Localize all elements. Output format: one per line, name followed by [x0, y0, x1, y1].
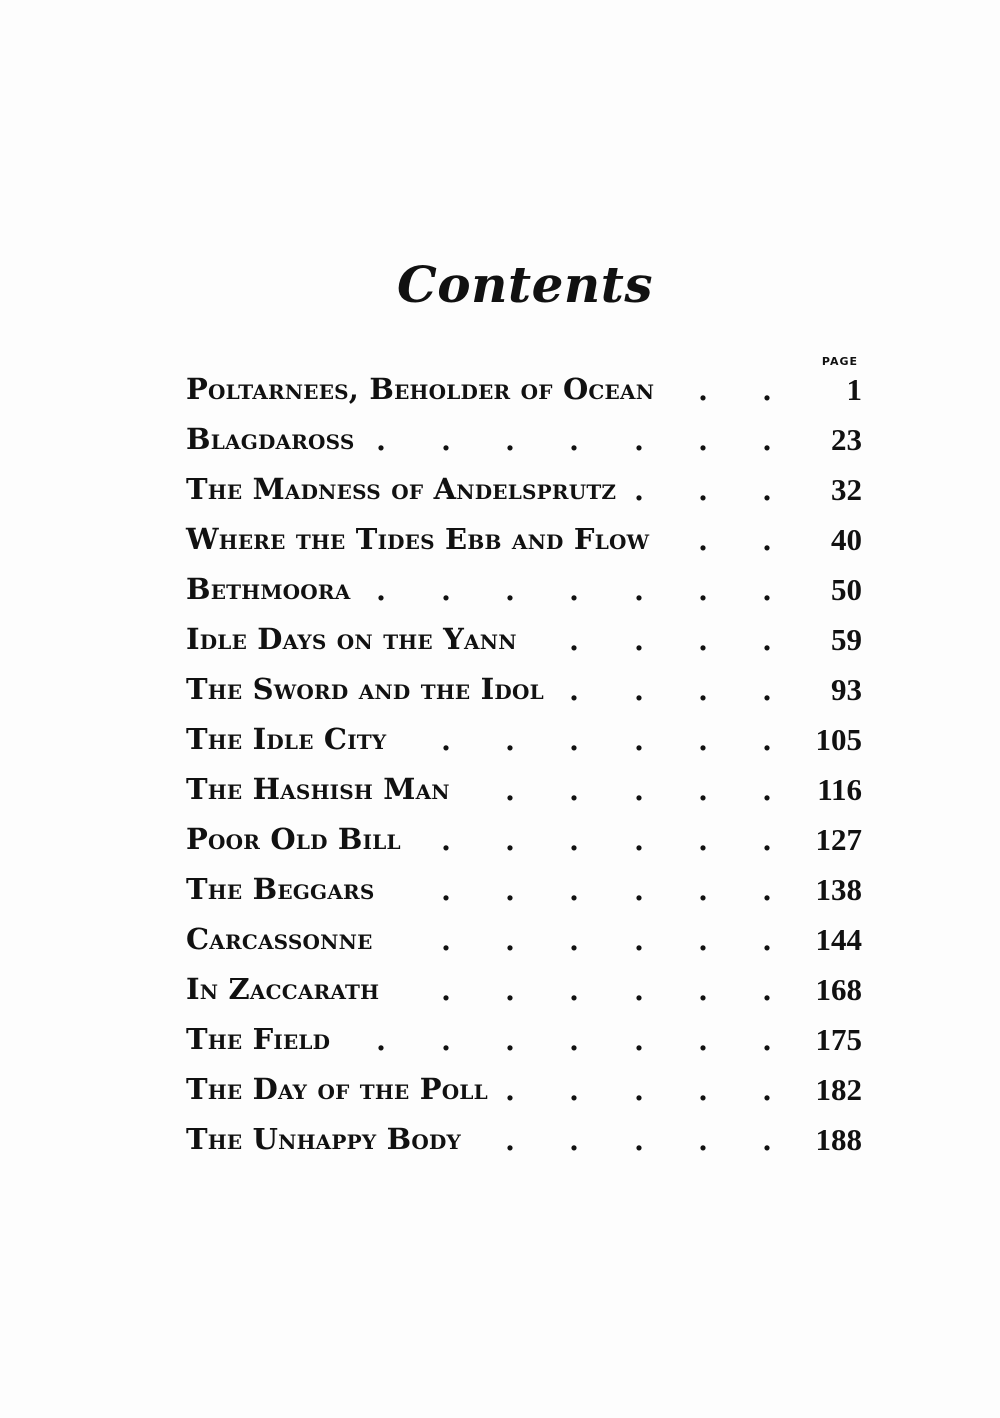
page-title: Contents: [396, 255, 653, 314]
leader-dot: .: [762, 924, 772, 957]
leader-dot: .: [441, 924, 451, 957]
leader-dot: .: [698, 774, 708, 807]
leader-dot: .: [698, 374, 708, 407]
toc-entry: [186, 466, 862, 516]
toc-entry-title: Poor Old Bill: [186, 822, 401, 856]
leader-dot: .: [505, 424, 515, 457]
leader-dot: .: [569, 1074, 579, 1107]
table-of-contents: [186, 366, 862, 1166]
leader-dot: .: [762, 424, 772, 457]
leader-dot: .: [698, 674, 708, 707]
leader-dot: .: [762, 874, 772, 907]
leader-dot: .: [376, 574, 386, 607]
leader-dot: .: [634, 924, 644, 957]
leader-dot: .: [634, 574, 644, 607]
dot-leader: [186, 824, 862, 857]
leader-dot: .: [698, 524, 708, 557]
leader-dot: .: [505, 1124, 515, 1157]
leader-dot: .: [634, 1024, 644, 1057]
toc-entry-page: 40: [831, 522, 862, 557]
leader-dot: .: [698, 574, 708, 607]
leader-dot: .: [441, 874, 451, 907]
leader-dot: .: [376, 424, 386, 457]
leader-dot: .: [441, 724, 451, 757]
toc-entry-title: Where the Tides Ebb and Flow: [186, 522, 650, 556]
leader-dot: .: [762, 574, 772, 607]
toc-entry-page: 59: [831, 622, 862, 657]
leader-dot: .: [634, 824, 644, 857]
toc-entry-page: 116: [817, 772, 862, 807]
toc-entry: [186, 866, 862, 916]
leader-dot: .: [698, 1124, 708, 1157]
leader-dot: .: [698, 824, 708, 857]
leader-dot: .: [505, 774, 515, 807]
leader-dot: .: [698, 1074, 708, 1107]
leader-dot: .: [441, 974, 451, 1007]
leader-dot: .: [569, 924, 579, 957]
leader-dot: .: [569, 1024, 579, 1057]
leader-dot: .: [762, 1074, 772, 1107]
dot-leader: [186, 624, 862, 657]
leader-dot: .: [634, 624, 644, 657]
leader-dot: .: [762, 624, 772, 657]
leader-dot: .: [569, 1124, 579, 1157]
leader-dot: .: [762, 974, 772, 1007]
leader-dot: .: [505, 724, 515, 757]
toc-entry-title: The Idle City: [186, 722, 387, 756]
dot-leader: [186, 674, 862, 707]
toc-entry-title: Bethmoora: [186, 572, 351, 606]
page-column-label: PAGE: [821, 355, 858, 368]
toc-entry: [186, 966, 862, 1016]
toc-entry-title: Poltarnees, Beholder of Ocean: [186, 372, 655, 406]
toc-entry: [186, 816, 862, 866]
leader-dot: .: [762, 724, 772, 757]
dot-leader: [186, 424, 862, 457]
leader-dot: .: [634, 724, 644, 757]
leader-dot: .: [762, 374, 772, 407]
dot-leader: [186, 924, 862, 957]
toc-entry-page: 105: [815, 722, 862, 757]
leader-dot: .: [569, 774, 579, 807]
dot-leader: [186, 1124, 862, 1157]
leader-dot: .: [505, 874, 515, 907]
toc-entry-title: The Madness of Andelsprutz: [186, 472, 617, 506]
toc-entry-page: 188: [815, 1122, 862, 1157]
toc-entry: [186, 1116, 862, 1166]
leader-dot: .: [505, 1074, 515, 1107]
toc-entry-title: The Sword and the Idol: [186, 672, 544, 706]
toc-entry-page: 23: [831, 422, 862, 457]
toc-entry: [186, 716, 862, 766]
leader-dot: .: [698, 474, 708, 507]
toc-entry-title: The Day of the Poll: [186, 1072, 488, 1106]
toc-entry-title: The Hashish Man: [186, 772, 450, 806]
dot-leader: [186, 524, 862, 557]
leader-dot: .: [698, 424, 708, 457]
toc-entry-page: 138: [815, 872, 862, 907]
leader-dot: .: [569, 574, 579, 607]
toc-entry-title: The Unhappy Body: [186, 1122, 462, 1156]
toc-entry-page: 127: [815, 822, 862, 857]
toc-entry-title: In Zaccarath: [186, 972, 380, 1006]
leader-dot: .: [698, 874, 708, 907]
dot-leader: [186, 474, 862, 507]
leader-dot: .: [505, 1024, 515, 1057]
toc-entry-page: 144: [815, 922, 862, 957]
leader-dot: .: [762, 774, 772, 807]
dot-leader: [186, 574, 862, 607]
leader-dot: .: [762, 674, 772, 707]
leader-dot: .: [441, 424, 451, 457]
toc-entry-page: 32: [831, 472, 862, 507]
leader-dot: .: [634, 474, 644, 507]
leader-dot: .: [762, 1124, 772, 1157]
leader-dot: .: [698, 974, 708, 1007]
leader-dot: .: [376, 1024, 386, 1057]
leader-dot: .: [569, 724, 579, 757]
dot-leader: [186, 724, 862, 757]
leader-dot: .: [698, 724, 708, 757]
toc-entry: [186, 616, 862, 666]
toc-entry: [186, 566, 862, 616]
leader-dot: .: [634, 1124, 644, 1157]
toc-entry-title: Idle Days on the Yann: [186, 622, 517, 656]
dot-leader: [186, 974, 862, 1007]
toc-entry-page: 50: [831, 572, 862, 607]
leader-dot: .: [634, 424, 644, 457]
leader-dot: .: [569, 624, 579, 657]
leader-dot: .: [569, 824, 579, 857]
leader-dot: .: [505, 924, 515, 957]
toc-entry-title: Blagdaross: [186, 422, 355, 456]
toc-entry-page: 175: [815, 1022, 862, 1057]
leader-dot: .: [762, 474, 772, 507]
leader-dot: .: [698, 1024, 708, 1057]
toc-entry: [186, 916, 862, 966]
leader-dot: .: [441, 574, 451, 607]
dot-leader: [186, 374, 862, 407]
toc-entry: [186, 1016, 862, 1066]
leader-dot: .: [505, 824, 515, 857]
leader-dot: .: [569, 674, 579, 707]
leader-dot: .: [698, 924, 708, 957]
toc-entry: [186, 366, 862, 416]
toc-entry-title: The Beggars: [186, 872, 375, 906]
leader-dot: .: [634, 874, 644, 907]
leader-dot: .: [441, 824, 451, 857]
toc-entry-title: The Field: [186, 1022, 331, 1056]
dot-leader: [186, 774, 862, 807]
toc-entry: [186, 516, 862, 566]
leader-dot: .: [634, 974, 644, 1007]
leader-dot: .: [762, 524, 772, 557]
leader-dot: .: [569, 974, 579, 1007]
leader-dot: .: [634, 674, 644, 707]
dot-leader: [186, 874, 862, 907]
toc-entry: [186, 666, 862, 716]
toc-entry-page: 93: [831, 672, 862, 707]
leader-dot: .: [698, 624, 708, 657]
toc-entry: [186, 766, 862, 816]
toc-entry: [186, 1066, 862, 1116]
leader-dot: .: [505, 574, 515, 607]
leader-dot: .: [441, 1024, 451, 1057]
toc-entry: [186, 416, 862, 466]
leader-dot: .: [634, 774, 644, 807]
leader-dot: .: [569, 874, 579, 907]
dot-leader: [186, 1024, 862, 1057]
leader-dot: .: [634, 1074, 644, 1107]
dot-leader: [186, 1074, 862, 1107]
leader-dot: .: [762, 1024, 772, 1057]
toc-entry-page: 168: [815, 972, 862, 1007]
toc-entry-title: Carcassonne: [186, 922, 373, 956]
leader-dot: .: [569, 424, 579, 457]
leader-dot: .: [762, 824, 772, 857]
leader-dot: .: [505, 974, 515, 1007]
toc-entry-page: 1: [846, 372, 862, 407]
toc-entry-page: 182: [815, 1072, 862, 1107]
